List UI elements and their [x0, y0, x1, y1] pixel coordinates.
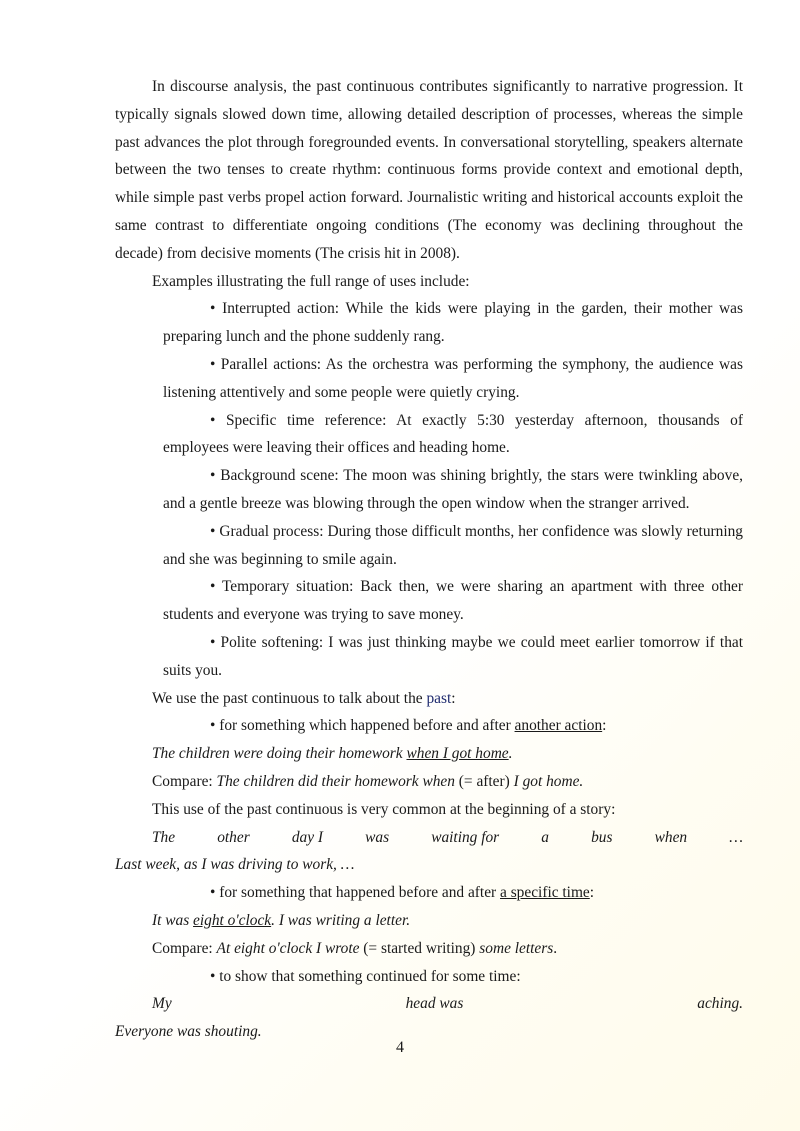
story-word: The: [152, 828, 176, 846]
use-intro: [152, 685, 743, 713]
story-word: day I: [291, 828, 324, 846]
use-intro-colon: :: [451, 689, 456, 707]
example-eight-oclock: [152, 907, 743, 935]
story-word: was: [365, 828, 390, 846]
use-intro-text: We use the past continuous to talk about the: [152, 689, 427, 707]
bullet-parallel-actions: • Parallel actions: As the orchestra was performing the symphony, the audience was listening attentively and some people were quietly crying.: [163, 355, 743, 401]
compare-label: Compare:: [152, 939, 217, 957]
use-specific-time: [210, 879, 743, 907]
story-word: …: [729, 828, 743, 846]
eight-oclock-link[interactable]: eight o'clock: [193, 911, 272, 929]
aching-word: aching.: [697, 995, 743, 1013]
use-specific-time-text: • for something that happened before and after: [210, 884, 501, 902]
bullet-polite-softening: • Polite softening: I was just thinking maybe we could meet earlier tomorrow if that suits you.: [163, 633, 743, 679]
example-homework: [152, 740, 743, 768]
page-number: 4: [396, 1039, 404, 1056]
story-word: bus: [591, 828, 613, 846]
aching-word: head was: [405, 995, 464, 1013]
bullet-background-scene: • Background scene: The moon was shining brightly, the stars were twinkling above, and a gentle breeze was blowing through the open window when the stranger arrived.: [163, 467, 743, 512]
compare-label: Compare:: [152, 772, 217, 790]
use-before-after-action-colon: :: [602, 717, 607, 735]
compare-example-part1: The children did their homework when: [216, 772, 455, 790]
when-i-got-home-link[interactable]: when I got home: [406, 745, 509, 763]
page-content: [115, 73, 743, 1046]
example-eight-oclock-rest: . I was writing a letter.: [271, 911, 411, 929]
example-homework-text: The children were doing their homework: [152, 745, 407, 763]
paragraph-discourse-analysis: In discourse analysis, the past continuous contributes significantly to narrative progression. It typically signals slowed down time, allowing detailed description of processes, whereas the simple past advances the plot through foregrounded events. In conversational storytelling, speakers alternate between the two tenses to create rhythm: continuous forms provide context and emotional depth, while simple past verbs propel action forward. Journalistic writing and historical accounts exploit the same contrast to differentiate ongoing conditions (The economy was declining throughout the decade) from decisive moments (The crisis hit in 2008).: [115, 78, 743, 262]
use-before-after-action: [210, 712, 743, 740]
story-word: other: [217, 828, 250, 846]
bullet-gradual-process: • Gradual process: During those difficult months, her confidence was slowly returning and she was beginning to smile again.: [163, 522, 743, 568]
story-word: when: [654, 828, 688, 846]
use-continued: • to show that something continued for some time:: [210, 967, 521, 985]
story-example-line2: Last week, as I was driving to work, …: [115, 856, 355, 874]
compare-period: .: [553, 939, 558, 957]
story-example-line1: [152, 824, 743, 852]
story-word: waiting for: [431, 828, 500, 846]
another-action-link[interactable]: another action: [514, 717, 603, 735]
use-before-after-action-text: • for something which happened before and after: [210, 717, 515, 735]
specific-time-link[interactable]: a specific time: [500, 884, 590, 902]
bullet-interrupted-action: • Interrupted action: While the kids were playing in the garden, their mother was preparing lunch and the phone suddenly rang.: [163, 300, 743, 346]
compare-example-part1: At eight o'clock I wrote: [216, 939, 360, 957]
example-homework-period: .: [508, 745, 513, 763]
compare-example-part2: some letters: [479, 939, 554, 957]
bullet-specific-time: • Specific time reference: At exactly 5:30 yesterday afternoon, thousands of employees were leaving their offices and heading home.: [163, 411, 743, 457]
story-word: a: [541, 828, 549, 846]
compare-gloss: (= after): [454, 772, 514, 790]
aching-word: My: [152, 995, 172, 1013]
bullet-temporary-situation: • Temporary situation: Back then, we were sharing an apartment with three other students and everyone was trying to save money.: [163, 578, 743, 624]
past-link[interactable]: past: [426, 689, 452, 707]
compare-eight-oclock: [152, 935, 743, 963]
use-specific-time-colon: :: [589, 884, 595, 902]
example-eight-oclock-text: It was: [152, 911, 194, 929]
examples-intro: Examples illustrating the full range of uses include:: [152, 272, 470, 290]
story-sentence: This use of the past continuous is very common at the beginning of a story:: [152, 800, 616, 818]
compare-homework: [152, 768, 743, 796]
compare-gloss: (= started writing): [359, 939, 480, 957]
compare-example-part2: I got home.: [513, 772, 584, 790]
example-aching-line1: [152, 990, 743, 1018]
example-aching-line2: Everyone was shouting.: [115, 1023, 262, 1041]
